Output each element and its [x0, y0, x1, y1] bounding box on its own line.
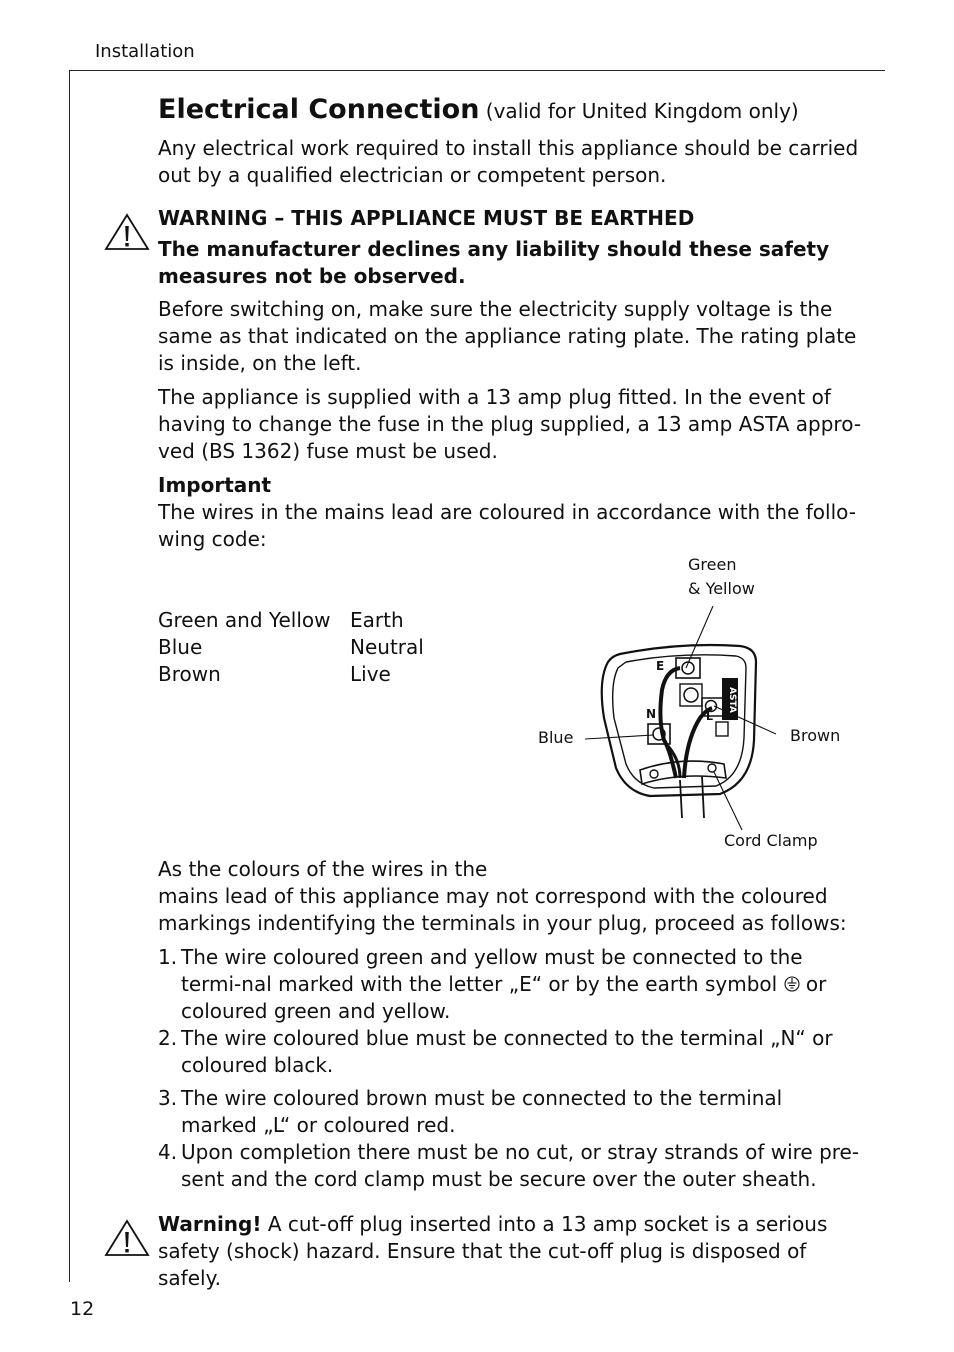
label-green-yellow: & Yellow [688, 579, 755, 598]
fuse-paragraph: The appliance is supplied with a 13 amp plug fitted. In the event of having to change the fuse in the plug supplied, a 13 amp ASTA appro-ved (BS 1362) fuse must be used. [158, 385, 862, 463]
plug-diagram [530, 550, 860, 860]
important-heading: Important [158, 473, 272, 497]
step-text: The wire coloured brown must be connected to the terminal marked „L“ or coloured red. [181, 1086, 783, 1137]
page-title [158, 96, 863, 125]
section-header: Installation [95, 41, 195, 62]
label-blue: Blue [538, 728, 574, 747]
final-warning-label: Warning! [158, 1212, 262, 1236]
colour-code-table [158, 607, 424, 688]
colour-name: Blue [158, 635, 203, 659]
list-item [158, 1139, 863, 1193]
list-item [158, 1085, 863, 1139]
margin-rule [69, 70, 70, 1282]
warning-heading: WARNING – THIS APPLIANCE MUST BE EARTHED [158, 206, 695, 230]
terminal-l-label: L [706, 710, 714, 723]
step-number: 1. [158, 945, 178, 969]
colour-row [158, 661, 424, 688]
intro-paragraph: Any electrical work required to install this appliance should be carried out by a qualified electrician or competent person. [158, 136, 859, 187]
colours-intro-line: As the colours of the wires in the [158, 857, 488, 881]
colour-name: Brown [158, 662, 221, 686]
final-warning [158, 1211, 863, 1292]
steps-list [158, 944, 863, 1193]
colour-meaning: Live [350, 662, 391, 686]
step-text: Upon completion there must be no cut, or stray strands of wire pre-sent and the cord clamp must be secure over the outer sheath. [181, 1140, 860, 1191]
title-note: (valid for United Kingdom only) [485, 99, 799, 123]
colour-name: Green and Yellow [158, 608, 331, 632]
step-text [181, 944, 863, 1025]
colours-intro-text: mains lead of this appliance may not correspond with the coloured markings indentifying the terminals in your plug, proceed as follows: [158, 884, 847, 935]
terminal-e-label: E [656, 659, 665, 673]
step-text-part: or coloured green and yellow. [181, 972, 827, 1023]
label-cord-clamp: Cord Clamp [724, 831, 818, 850]
colour-row [158, 607, 424, 634]
label-green: Green [688, 555, 737, 574]
header-rule [70, 70, 885, 71]
colour-meaning: Neutral [350, 635, 424, 659]
fuse-label: ASTA [727, 687, 737, 713]
voltage-paragraph: Before switching on, make sure the electricity supply voltage is the same as that indicated on the appliance rating plate. The rating plate is inside, on the left. [158, 297, 857, 375]
warning-icon [104, 1218, 150, 1258]
step-text-part: The wire coloured green and yellow must be connected to the termi-nal marked with the letter „E“ or by the earth symbol [181, 945, 803, 996]
terminal-n-label: N [646, 707, 657, 721]
title-main: Electrical Connection [158, 94, 480, 125]
list-item [158, 944, 863, 1025]
step-number: 2. [158, 1026, 178, 1050]
step-text: The wire coloured blue must be connected to the terminal „N“ or coloured black. [181, 1026, 833, 1077]
warning-icon [104, 212, 150, 252]
step-number: 3. [158, 1086, 178, 1110]
plug-illustration [530, 550, 860, 860]
label-brown: Brown [790, 726, 841, 745]
page-number: 12 [70, 1298, 95, 1320]
earth-symbol-icon [784, 975, 800, 993]
warning-bold-text: The manufacturer declines any liability should these safety measures not be observed. [158, 237, 830, 288]
final-warning-text: A cut-off plug inserted into a 13 amp socket is a serious safety (shock) hazard. Ensure that the cut-off plug is disposed of safely. [158, 1212, 828, 1290]
important-text: The wires in the mains lead are coloured in accordance with the follo-wing code: [158, 500, 856, 551]
colour-meaning: Earth [350, 608, 404, 632]
colour-row [158, 634, 424, 661]
list-item [158, 1025, 863, 1079]
step-number: 4. [158, 1140, 178, 1164]
